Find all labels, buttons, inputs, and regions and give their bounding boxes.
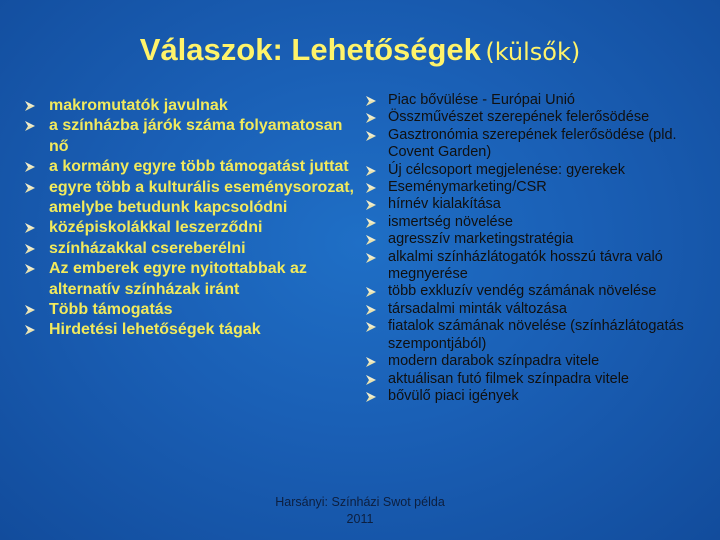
right-list-item-text: több exkluzív vendég számának növelése bbox=[388, 283, 657, 300]
right-list-item-text: Új célcsoport megjelenése: gyerekek bbox=[388, 161, 625, 178]
right-list-item-text: fiatalok számának növelése (színházlátogatás szempontjából) bbox=[388, 318, 684, 352]
right-list-item-text: agresszív marketingstratégia bbox=[388, 231, 574, 248]
right-list-item-text: Összművészet szerepének felerősödése bbox=[388, 109, 650, 126]
arrowhead-bullet-icon bbox=[25, 305, 35, 315]
left-list-item-text: egyre több a kulturális eseménysorozat, amelybe betudunk kapcsolódni bbox=[49, 178, 354, 217]
right-list-item bbox=[366, 301, 712, 318]
arrowhead-bullet-icon bbox=[366, 113, 376, 123]
arrowhead-bullet-icon bbox=[25, 264, 35, 274]
right-list-item bbox=[366, 371, 712, 388]
arrowhead-bullet-icon bbox=[366, 166, 376, 176]
right-list-item bbox=[366, 283, 712, 300]
left-list-item-text: Hirdetési lehetőségek tágak bbox=[49, 321, 261, 339]
right-list-item-text: ismertség növelése bbox=[388, 213, 513, 230]
right-list-item bbox=[366, 92, 712, 109]
right-list-item-text: Piac bővülése - Európai Unió bbox=[388, 92, 575, 108]
left-list-item-text: a kormány egyre több támogatást juttat bbox=[49, 158, 349, 176]
left-list-item bbox=[25, 320, 365, 340]
right-list-item-text: társadalmi minták változása bbox=[388, 300, 567, 317]
left-list-item bbox=[25, 239, 365, 259]
left-list-item bbox=[25, 259, 365, 300]
right-list-item-text: Gasztronómia szerepének felerősödése (pld. Covent Garden) bbox=[388, 126, 677, 161]
arrowhead-bullet-icon bbox=[366, 305, 376, 315]
left-bullet-list bbox=[25, 96, 365, 341]
arrowhead-bullet-icon bbox=[366, 375, 376, 385]
right-list-item-text: alkalmi színházlátogatók hosszú távra való megnyerése bbox=[388, 248, 663, 283]
arrowhead-bullet-icon bbox=[366, 235, 376, 245]
right-list-item-text: Eseménymarketing/CSR bbox=[388, 179, 547, 196]
arrowhead-bullet-icon bbox=[366, 392, 376, 402]
right-list-item-text: modern darabok színpadra vitele bbox=[388, 353, 600, 370]
arrowhead-bullet-icon bbox=[366, 183, 376, 193]
right-list-item bbox=[366, 162, 712, 179]
right-list-item bbox=[366, 353, 712, 370]
arrowhead-bullet-icon bbox=[366, 253, 376, 263]
arrowhead-bullet-icon bbox=[366, 218, 376, 228]
left-list-item bbox=[25, 300, 365, 320]
left-list-item bbox=[25, 218, 365, 238]
right-list-item bbox=[366, 318, 712, 353]
left-list-item bbox=[25, 178, 365, 219]
right-list-item-text: hírnév kialakítása bbox=[388, 196, 501, 213]
footer-line-2: 2011 bbox=[346, 512, 374, 526]
arrowhead-bullet-icon bbox=[366, 357, 376, 367]
footer bbox=[0, 494, 720, 528]
left-list-item-text: színházakkal csereberélni bbox=[49, 239, 246, 257]
right-list-item bbox=[366, 109, 712, 126]
right-list-item-text: bővülő piaci igények bbox=[388, 387, 519, 404]
arrowhead-bullet-icon bbox=[25, 121, 35, 131]
arrowhead-bullet-icon bbox=[366, 131, 376, 141]
left-list-item-text: a színházba járók száma folyamatosan nő bbox=[49, 117, 343, 155]
right-list-item-text: aktuálisan futó filmek színpadra vitele bbox=[388, 370, 629, 387]
title-main: Válaszok: Lehetőségek bbox=[139, 32, 481, 67]
arrowhead-bullet-icon bbox=[366, 287, 376, 297]
right-list-item bbox=[366, 214, 712, 231]
arrowhead-bullet-icon bbox=[366, 96, 376, 106]
title-sub: (külsők) bbox=[485, 38, 581, 66]
right-list-item bbox=[366, 388, 712, 405]
arrowhead-bullet-icon bbox=[25, 223, 35, 233]
left-list-item bbox=[25, 96, 365, 116]
right-list-item bbox=[366, 196, 712, 213]
right-list-item bbox=[366, 231, 712, 248]
left-list-item-text: Az emberek egyre nyitottabbak az alternatív színházak iránt bbox=[49, 260, 307, 298]
footer-line-1: Harsányi: Színházi Swot példa bbox=[275, 495, 445, 509]
arrowhead-bullet-icon bbox=[25, 183, 35, 193]
left-list-item-text: Több támogatás bbox=[49, 301, 173, 319]
arrowhead-bullet-icon bbox=[25, 101, 35, 111]
left-list-item-text: középiskolákkal leszerződni bbox=[49, 219, 263, 237]
arrowhead-bullet-icon bbox=[25, 244, 35, 254]
arrowhead-bullet-icon bbox=[25, 162, 35, 172]
arrowhead-bullet-icon bbox=[366, 322, 376, 332]
arrowhead-bullet-icon bbox=[25, 325, 35, 335]
left-list-item-text: makromutatók javulnak bbox=[49, 97, 228, 114]
arrowhead-bullet-icon bbox=[366, 200, 376, 210]
left-list-item bbox=[25, 157, 365, 177]
right-bullet-list bbox=[366, 92, 712, 405]
left-list-item bbox=[25, 116, 365, 157]
slide-title bbox=[0, 32, 720, 68]
right-list-item bbox=[366, 249, 712, 284]
right-list-item bbox=[366, 179, 712, 196]
right-list-item bbox=[366, 127, 712, 162]
